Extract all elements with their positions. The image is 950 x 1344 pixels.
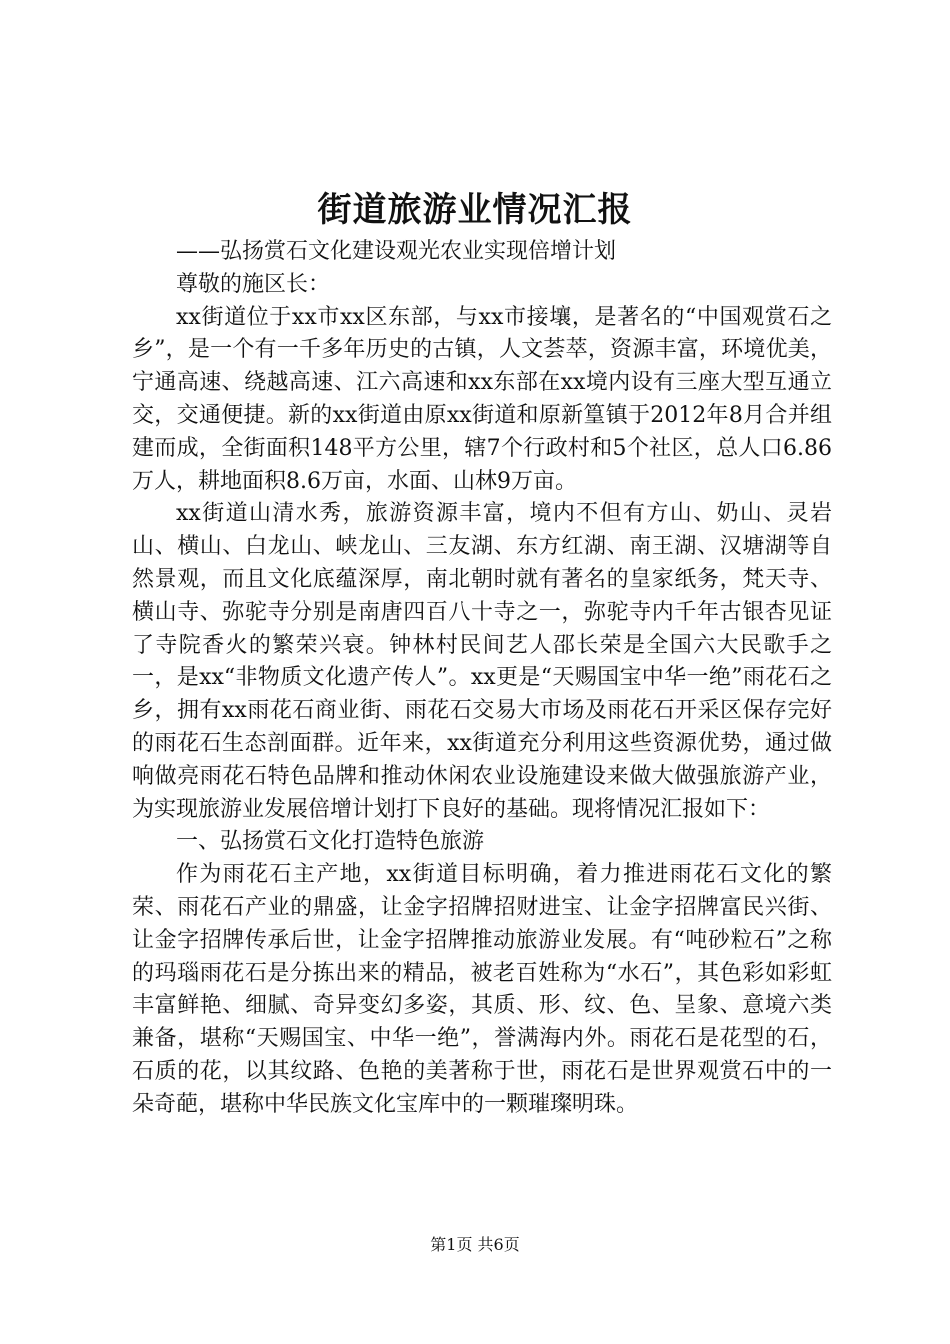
page-footer: 第1页 共6页: [430, 1235, 520, 1254]
salutation: 尊敬的施区长：: [176, 271, 331, 297]
paragraph-resources: xx街道山清水秀，旅游资源丰富，境内不但有方山、奶山、灵岩山、横山、白龙山、峡龙山、三友湖、东方红湖、南王湖、汉塘湖等自然景观，而且文化底蕴深厚，南北朝时就有著名的皇家纸务，梵天寺、横山寺、弥驼寺分别是南唐四百八十寺之一，弥驼寺内千年古银杏见证了寺院香火的繁荣兴衰。钟林村民间艺人邵长荣是全国六大民歌手之一，是xx“非物质文化遗产传人”。xx更是“天赐国宝中华一绝”雨花石之乡，拥有xx雨花石商业街、雨花石交易大市场及雨花石开采区保存完好的雨花石生态剖面群。近年来，xx街道充分利用这些资源优势，通过做响做亮雨花石特色品牌和推动休闲农业设施建设来做大做强旅游产业，为实现旅游业发展倍增计划打下良好的基础。现将情况汇报如下：: [132, 501, 832, 822]
document-body: [132, 236, 832, 1122]
paragraph-yuhua-stone: 作为雨花石主产地，xx街道目标明确，着力推进雨花石文化的繁荣、雨花石产业的鼎盛，让金字招牌招财进宝、让金字招牌富民兴街、让金字招牌传承后世，让金字招牌推动旅游业发展。有“吨砂粒石”之称的玛瑙雨花石是分拣出来的精品，被老百姓称为“水石”，其色彩如彩虹丰富鲜艳、细腻、奇异变幻多姿，其质、形、纹、色、呈象、意境六类兼备，堪称“天赐国宝、中华一绝”，誉满海内外。雨花石是花型的石，石质的花，以其纹路、色艳的美著称于世，雨花石是世界观赏石中的一朵奇葩，堪称中华民族文化宝库中的一颗璀璨明珠。: [132, 862, 832, 1117]
paragraph-intro: xx街道位于xx市xx区东部，与xx市接壤，是著名的“中国观赏石之乡”，是一个有一千多年历史的古镇，人文荟萃，资源丰富，环境优美，宁通高速、绕越高速、江六高速和xx东部在xx境内设有三座大型互通立交，交通便捷。新的xx街道由原xx街道和原新篁镇于2012年8月合并组建而成，全街面积148平方公里，辖7个行政村和5个社区，总人口6.86万人，耕地面积8.6万亩，水面、山林9万亩。: [132, 304, 832, 494]
document-subtitle: ——弘扬赏石文化建设观光农业实现倍增计划: [176, 239, 617, 264]
document-title: 街道旅游业情况汇报: [317, 190, 633, 230]
section-heading-1: 一、弘扬赏石文化打造特色旅游: [176, 829, 485, 855]
